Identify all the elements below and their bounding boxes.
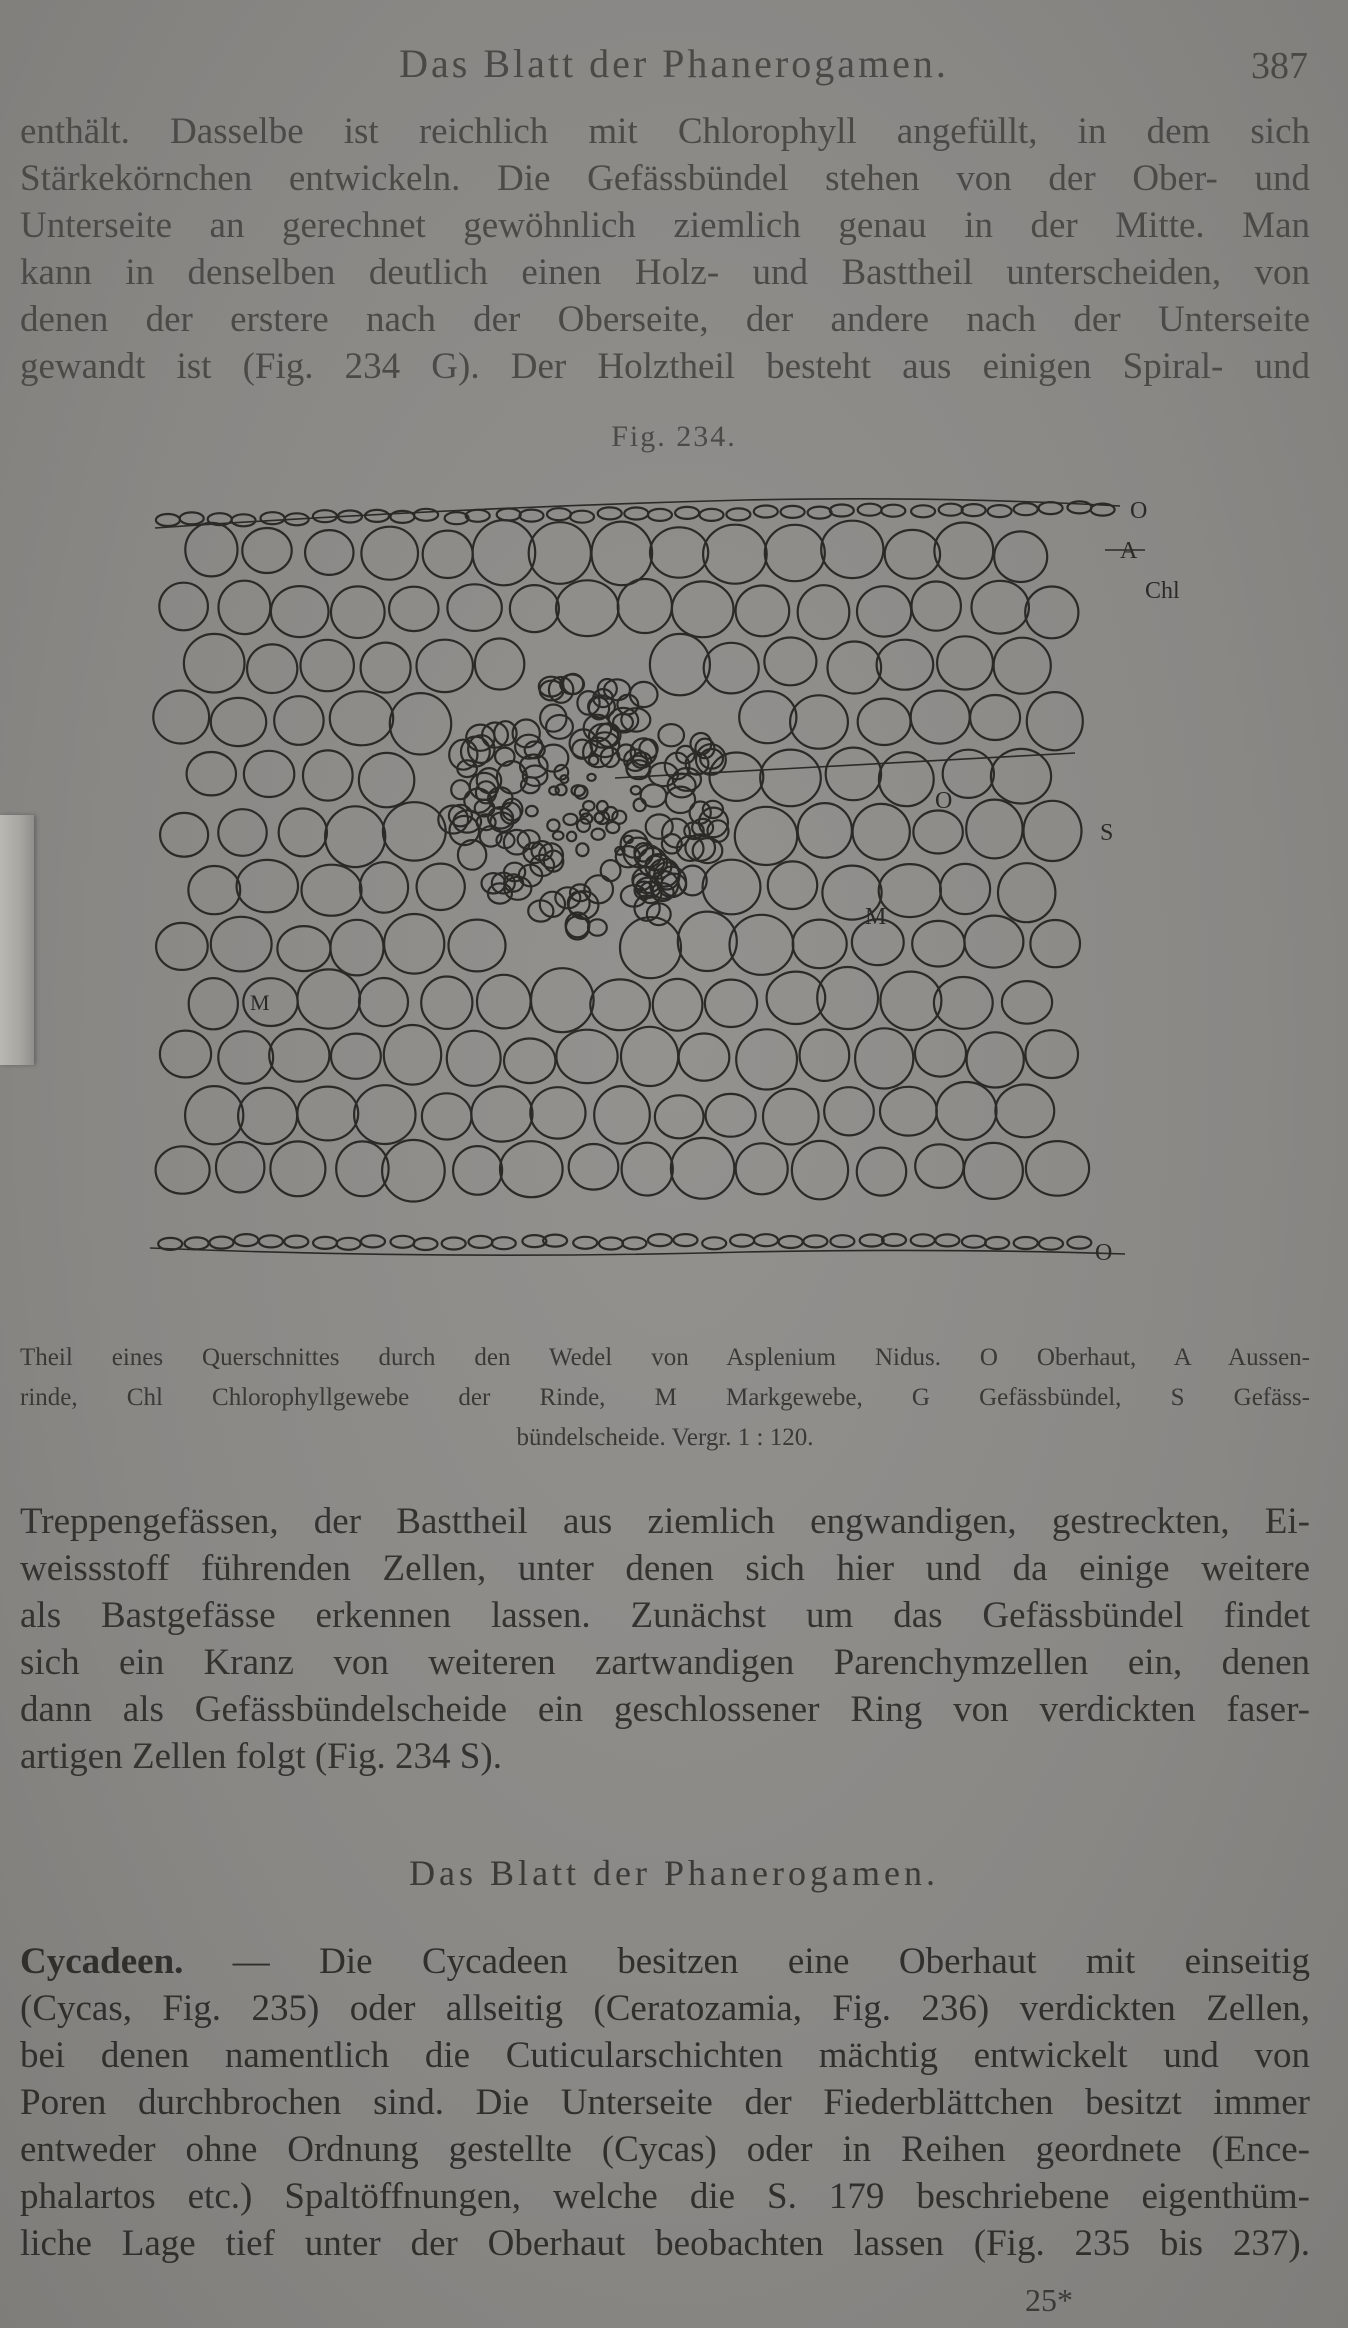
parenchyma-cell <box>453 1146 502 1195</box>
parenchyma-cell <box>817 967 878 1029</box>
parenchyma-cell <box>417 864 465 910</box>
vascular-bundle-cell <box>523 843 545 863</box>
vascular-bundle-cell <box>641 784 667 806</box>
parenchyma-cell <box>361 643 411 693</box>
epidermis-cell <box>469 1236 493 1248</box>
parenchyma-cell <box>530 1087 585 1138</box>
parenchyma-cell <box>242 528 291 573</box>
epidermis-cell <box>830 505 854 517</box>
epidermis-cell <box>466 510 490 522</box>
epidermis-cell <box>442 1238 466 1250</box>
parenchyma-cell <box>915 1144 963 1188</box>
parenchyma-cell <box>185 523 237 577</box>
vascular-bundle-cell <box>587 774 595 781</box>
parenchyma-cell <box>244 751 294 797</box>
parenchyma-cell <box>768 861 817 909</box>
parenchyma-cell <box>760 750 821 807</box>
text-line <box>20 1938 1310 1985</box>
epidermis-cell <box>674 1234 698 1246</box>
parenchyma-cell <box>361 527 418 580</box>
vascular-bundle-cell <box>658 724 684 746</box>
vascular-bundle-cell <box>547 820 559 832</box>
epidermis-cell <box>259 1235 283 1247</box>
vascular-bundle-cell <box>646 814 673 838</box>
parenchyma-cell <box>655 1095 704 1138</box>
epidermis-cell <box>911 505 935 517</box>
parenchyma-cell <box>359 978 408 1026</box>
epidermis-cell <box>803 1235 827 1247</box>
parenchyma-cell <box>421 977 472 1029</box>
parenchyma-cell <box>417 640 473 692</box>
parenchyma-cell <box>736 1143 788 1194</box>
parenchyma-cell <box>826 748 881 801</box>
parenchyma-cell <box>911 691 970 744</box>
parenchyma-cell <box>650 634 710 695</box>
parenchyma-cell <box>792 1141 848 1199</box>
paragraph-bottom <box>20 1938 1310 2267</box>
epidermis-cell <box>391 1236 415 1248</box>
section-heading: Das Blatt der Phanerogamen. <box>409 1853 939 1893</box>
figure-label: Fig. 234. <box>611 420 737 453</box>
text-line: gewandt ist (Fig. 234 G). Der Holztheil besteht aus einigen Spiral- und <box>20 346 1310 387</box>
parenchyma-cell <box>218 809 266 856</box>
parenchyma-cell <box>678 912 737 971</box>
parenchyma-cell <box>853 804 910 860</box>
parenchyma-cell <box>622 1143 673 1196</box>
parenchyma-cell <box>857 586 911 636</box>
text-line: denen der erstere nach der Oberseite, der andere nach der Unterseite <box>20 299 1310 340</box>
parenchyma-cell <box>821 521 883 578</box>
parenchyma-cell <box>160 813 208 857</box>
epidermis-cell <box>261 512 285 524</box>
parenchyma-cell <box>913 811 962 854</box>
vascular-bundle-cell <box>556 784 567 795</box>
parenchyma-cell <box>556 580 618 636</box>
parenchyma-cell <box>879 864 941 917</box>
epidermis-cell <box>284 1236 308 1248</box>
epidermis-cell <box>648 509 672 521</box>
parenchyma-cell <box>383 802 446 860</box>
epidermis-cell <box>962 1236 986 1248</box>
vascular-bundle-cell <box>458 840 486 870</box>
text-line: Treppengefässen, der Basttheil aus ziemlich engwandigen, gestreckten, Ei- <box>20 1501 1310 1542</box>
parenchyma-cell <box>471 1086 532 1141</box>
epidermis-cell <box>337 1238 361 1250</box>
epidermis-cell <box>570 511 594 523</box>
label-o-mid: O <box>935 788 953 814</box>
epidermis-cell <box>365 510 389 522</box>
parenchyma-cell <box>594 1086 650 1144</box>
parenchyma-cell <box>359 753 414 807</box>
epidermis-cell <box>1014 1237 1038 1249</box>
vascular-bundle-cell <box>588 919 607 935</box>
vascular-bundle-cell <box>451 780 470 799</box>
text-line: artigen Zellen folgt (Fig. 234 S). <box>20 1736 502 1777</box>
vascular-bundle-cell <box>612 811 626 824</box>
parenchyma-cell <box>705 980 757 1027</box>
text-line: enthält. Dasselbe ist reichlich mit Chlorophyll angefüllt, in dem sich <box>20 111 1310 152</box>
parenchyma-cell <box>764 638 816 686</box>
vascular-bundle-cell <box>592 829 605 840</box>
epidermis-cell <box>935 1234 959 1246</box>
parenchyma-cell <box>994 531 1047 582</box>
parenchyma-cell <box>556 1030 617 1083</box>
epidermis-cell <box>985 1237 1009 1249</box>
parenchyma-cell <box>650 527 708 577</box>
parenchyma-cell <box>184 634 245 693</box>
parenchyma-cell <box>798 585 850 639</box>
epidermis-cell <box>1039 1238 1063 1250</box>
text-line: dann als Gefässbündelscheide ein geschlossener Ring von verdickten faser- <box>20 1689 1310 1730</box>
text-line: phalartos etc.) Spaltöffnungen, welche die S. 179 beschriebene eigenthüm- <box>20 2176 1310 2217</box>
parenchyma-cell <box>793 920 847 969</box>
parenchyma-cell <box>156 1146 210 1193</box>
parenchyma-cell <box>384 914 444 974</box>
epidermis-cell <box>185 1237 209 1249</box>
parenchyma-cell <box>297 969 360 1028</box>
parenchyma-cell <box>1025 587 1078 639</box>
parenchyma-cell <box>360 862 408 913</box>
parenchyma-cell <box>216 1142 264 1192</box>
text-line: als Bastgefässe erkennen lassen. Zunächst um das Gefässbündel findet <box>20 1595 1310 1636</box>
parenchyma-cell <box>972 581 1029 634</box>
parenchyma-cell <box>592 522 653 586</box>
vascular-bundle-cell <box>601 860 621 881</box>
vascular-bundle-cell <box>576 843 588 856</box>
epidermis-cell <box>754 506 778 518</box>
vascular-bundle-cell <box>577 819 590 832</box>
vascular-bundle-cell <box>668 774 696 798</box>
parenchyma-cell <box>621 1027 678 1086</box>
parenchyma-cell <box>449 920 506 972</box>
epidermis-cell <box>702 1237 726 1249</box>
epidermis-cell <box>700 509 724 521</box>
epidermis-cell <box>234 1234 258 1246</box>
parenchyma-cell <box>475 639 524 690</box>
parenchyma-cell <box>303 750 353 800</box>
parenchyma-cell <box>336 1141 388 1196</box>
epidermis-cell <box>781 506 805 518</box>
epidermis-cell <box>313 1237 337 1249</box>
parenchyma-cell <box>790 695 848 748</box>
parenchyma-cell <box>937 636 993 689</box>
caption-line: Theil eines Querschnittes durch den Wedel von Asplenium Nidus. O Oberhaut, A Aussen- <box>20 1344 1310 1371</box>
parenchyma-cell <box>529 522 591 584</box>
label-leader-s <box>615 753 1075 778</box>
vascular-bundle-cell <box>634 799 646 812</box>
parenchyma-cell <box>504 1039 555 1084</box>
epidermis-cell <box>881 505 905 517</box>
page-header <box>0 30 1348 90</box>
parenchyma-cell <box>331 1034 381 1079</box>
parenchyma-cell <box>934 523 993 579</box>
parenchyma-cell <box>672 581 734 637</box>
epidermis-cell <box>232 514 256 526</box>
parenchyma-cell <box>912 582 961 631</box>
parenchyma-cell <box>156 923 208 970</box>
cross-section-illustration <box>145 478 1205 1288</box>
epidermis-cell <box>882 1234 906 1246</box>
label-chl: Chl <box>1145 578 1180 604</box>
vascular-bundle-cell <box>566 916 589 939</box>
parenchyma-cell <box>998 863 1055 922</box>
text-line: weissstoff führenden Zellen, unter denen sich hier und da einige weitere <box>20 1548 1310 1589</box>
adjacent-page-edge <box>0 815 34 1065</box>
epidermis-cell <box>520 510 544 522</box>
epidermis-cell <box>156 514 180 526</box>
parenchyma-cell <box>858 699 911 745</box>
vascular-bundle-cell <box>546 715 573 739</box>
parenchyma-cell <box>653 979 703 1031</box>
parenchyma-cell <box>706 1094 756 1137</box>
parenchyma-cell <box>297 1087 358 1141</box>
parenchyma-cell <box>274 696 323 745</box>
parenchyma-cell <box>1002 981 1052 1024</box>
parenchyma-cell <box>218 1031 273 1083</box>
parenchyma-cell <box>828 642 882 694</box>
parenchyma-cell <box>331 920 384 976</box>
parenchyma-cell <box>305 530 353 575</box>
parenchyma-cell <box>510 585 559 632</box>
parenchyma-cell <box>382 1140 445 1202</box>
epidermis-cell <box>860 1235 884 1247</box>
epidermis-cell <box>1014 503 1038 515</box>
parenchyma-cell <box>704 643 759 694</box>
epidermis-cell <box>730 1235 754 1247</box>
text-line: entweder ohne Ordnung gestellte (Cycas) oder in Reihen geordnete (Ence- <box>20 2129 1310 2170</box>
signature-mark: 25* <box>1025 2282 1073 2318</box>
parenchyma-cell <box>994 638 1051 694</box>
caption-line: rinde, Chl Chlorophyllgewebe der Rinde, M Markgewebe, G Gefässbündel, S Gefäss- <box>20 1384 1310 1411</box>
parenchyma-cell <box>966 800 1022 859</box>
epidermis-cell <box>1067 1237 1091 1249</box>
parenchyma-cell <box>798 803 852 858</box>
page-number: 387 <box>1251 45 1308 87</box>
parenchyma-cell <box>880 972 941 1030</box>
parenchyma-cell <box>447 584 501 631</box>
parenchyma-cell <box>736 586 790 637</box>
parenchyma-cell <box>390 693 451 754</box>
epidermis-cell <box>598 507 622 519</box>
text-fragment: — Die Cycadeen besitzen eine Oberhaut mit einseitig <box>183 1941 1310 1982</box>
parenchyma-cell <box>671 1138 734 1199</box>
epidermis-cell <box>808 507 832 519</box>
parenchyma-cell <box>1025 1030 1078 1078</box>
epidermis-cell <box>497 509 521 521</box>
epidermis-cell <box>180 512 204 524</box>
parenchyma-cell <box>739 691 796 743</box>
parenchyma-cell <box>912 921 964 967</box>
vascular-bundle-cell <box>631 786 641 794</box>
parenchyma-cell <box>800 1030 850 1081</box>
epidermis-cell <box>939 504 963 516</box>
label-o-bottom: O <box>1095 1240 1113 1266</box>
parenchyma-cell <box>763 1089 819 1145</box>
parenchyma-cell <box>211 917 272 972</box>
parenchyma-cell <box>384 1025 441 1085</box>
parenchyma-cell <box>569 1144 619 1190</box>
epidermis-cell <box>414 1238 438 1250</box>
parenchyma-cell <box>189 978 238 1029</box>
parenchyma-cell <box>331 586 385 638</box>
vascular-bundle-cell <box>589 756 598 765</box>
parenchyma-cell <box>703 525 767 584</box>
parenchyma-cell <box>270 1141 325 1196</box>
parenchyma-cell <box>188 866 240 914</box>
parenchyma-cell <box>970 695 1020 740</box>
parenchyma-cell <box>153 691 209 744</box>
parenchyma-cell <box>995 1085 1054 1138</box>
parenchyma-cell <box>765 525 825 581</box>
parenchyma-cell <box>330 691 393 745</box>
parenchyma-cell <box>934 977 993 1029</box>
epidermis-cell <box>830 1235 854 1247</box>
parenchyma-cell <box>238 1088 297 1144</box>
vascular-bundle-cell <box>553 831 564 839</box>
parenchyma-cell <box>879 752 934 806</box>
parenchyma-cell <box>423 531 473 578</box>
label-s: S <box>1100 820 1114 846</box>
epidermis-cell <box>779 1236 803 1248</box>
parenchyma-cell <box>1026 1141 1089 1196</box>
vascular-bundle-cell <box>567 832 576 842</box>
vascular-bundle-cell <box>572 740 592 759</box>
parenchyma-cell <box>940 864 990 914</box>
parenchyma-cell <box>877 640 934 690</box>
parenchyma-cell <box>1024 801 1082 861</box>
parenchyma-cell <box>885 530 940 579</box>
vascular-bundle-cell <box>526 806 538 816</box>
parenchyma-cell <box>736 1029 797 1089</box>
parenchyma-cell <box>730 915 794 975</box>
text-line: Unterseite an gerechnet gewöhnlich ziemlich genau in der Mitte. Man <box>20 205 1310 246</box>
figure-caption <box>20 1338 1310 1458</box>
epidermis-cell <box>648 1234 672 1246</box>
parenchyma-cell <box>325 806 385 867</box>
parenchyma-cell <box>855 1028 913 1088</box>
parenchyma-cell <box>703 860 761 915</box>
paragraph-lead: Cycadeen. <box>20 1941 184 1982</box>
text-line: kann in denselben deutlich einen Holz- und Basttheil unterscheiden, von <box>20 252 1310 293</box>
vascular-bundle-cell <box>630 682 658 707</box>
text-line: liche Lage tief unter der Oberhaut beobachten lassen (Fig. 235 bis 237). <box>20 2223 1310 2264</box>
vascular-bundle-cell <box>504 830 530 855</box>
epidermis-cell <box>754 1234 778 1246</box>
epidermis-cell <box>1039 502 1063 514</box>
parenchyma-cell <box>531 968 594 1032</box>
epidermis-cell <box>361 1235 385 1247</box>
parenchyma-cell <box>473 520 536 585</box>
cross-section-figure <box>145 478 1205 1288</box>
epidermis-cell <box>573 1237 597 1249</box>
parenchyma-cell <box>1027 692 1083 750</box>
text-line: Poren durchbrochen sind. Die Unterseite der Fiederblättchen besitzt immer <box>20 2082 1310 2123</box>
parenchyma-cell <box>590 979 650 1030</box>
parenchyma-cell <box>735 807 797 865</box>
epidermis-cell <box>911 1234 935 1246</box>
caption-line: bündelscheide. Vergr. 1 : 120. <box>516 1424 814 1451</box>
vascular-bundle-cell <box>540 705 566 732</box>
parenchyma-cell <box>964 1143 1023 1199</box>
parenchyma-cell <box>159 583 208 631</box>
parenchyma-cell <box>302 865 362 916</box>
parenchyma-cell <box>277 926 330 971</box>
parenchyma-cell <box>880 1087 937 1136</box>
parenchyma-cell <box>679 1034 730 1081</box>
parenchyma-cell <box>618 579 672 633</box>
parenchyma-cell <box>967 1032 1024 1087</box>
parenchyma-cell <box>185 1086 243 1144</box>
label-m-left: M <box>250 990 270 1015</box>
parenchyma-cell <box>279 809 327 857</box>
epidermis-cell <box>599 1238 623 1250</box>
parenchyma-cell <box>422 1093 472 1139</box>
running-title: Das Blatt der Phanerogamen. <box>399 41 949 86</box>
parenchyma-cell <box>964 916 1023 968</box>
text-line: (Cycas, Fig. 235) oder allseitig (Ceratozamia, Fig. 236) verdickten Zellen, <box>20 1988 1310 2029</box>
parenchyma-cell <box>857 1148 906 1196</box>
parenchyma-cell <box>500 1141 563 1197</box>
parenchyma-cell <box>247 644 297 693</box>
parenchyma-cell <box>354 1085 415 1144</box>
parenchyma-cell <box>389 587 438 631</box>
parenchyma-cell <box>620 917 681 978</box>
epidermis-cell <box>622 1237 646 1249</box>
parenchyma-cell <box>710 753 764 801</box>
text-line: sich ein Kranz von weiteren zartwandigen Parenchymzellen ein, denen <box>20 1642 1310 1683</box>
parenchyma-cell <box>237 860 298 912</box>
parenchyma-cell <box>824 1087 874 1135</box>
parenchyma-cell <box>269 1029 329 1082</box>
epidermis-cell <box>726 508 750 520</box>
parenchyma-cell <box>915 1030 966 1077</box>
parenchyma-cell <box>936 1082 996 1140</box>
epidermis-cell <box>988 505 1012 517</box>
epidermis-cell <box>675 507 699 519</box>
parenchyma-cell <box>1030 920 1080 967</box>
vascular-bundle-cell <box>563 814 577 825</box>
parenchyma-cell <box>160 1031 211 1078</box>
paragraph-middle <box>20 1498 1310 1780</box>
paragraph-top <box>20 108 1310 390</box>
parenchyma-cell <box>301 640 354 691</box>
label-a: A <box>1120 538 1138 564</box>
parenchyma-cell <box>219 581 271 634</box>
epidermis-cell <box>624 508 648 520</box>
parenchyma-cell <box>271 586 329 637</box>
parenchyma-cell <box>477 975 531 1029</box>
epidermis-cell <box>547 508 571 520</box>
label-o-top: O <box>1130 498 1148 524</box>
parenchyma-cell <box>211 698 266 746</box>
epidermis-cell <box>492 1237 516 1249</box>
epidermis-cell <box>858 504 882 516</box>
text-line: bei denen namentlich die Cuticularschichten mächtig entwickelt und von <box>20 2035 1310 2076</box>
text-line: Stärkekörnchen entwickeln. Die Gefässbündel stehen von der Ober- und <box>20 158 1310 199</box>
epidermis-cell <box>210 1237 234 1249</box>
parenchyma-cell <box>187 752 236 795</box>
parenchyma-cell <box>447 1031 501 1086</box>
epidermis-cell <box>962 504 986 516</box>
label-m-right: M <box>865 904 887 930</box>
epidermis-cell <box>414 509 438 521</box>
